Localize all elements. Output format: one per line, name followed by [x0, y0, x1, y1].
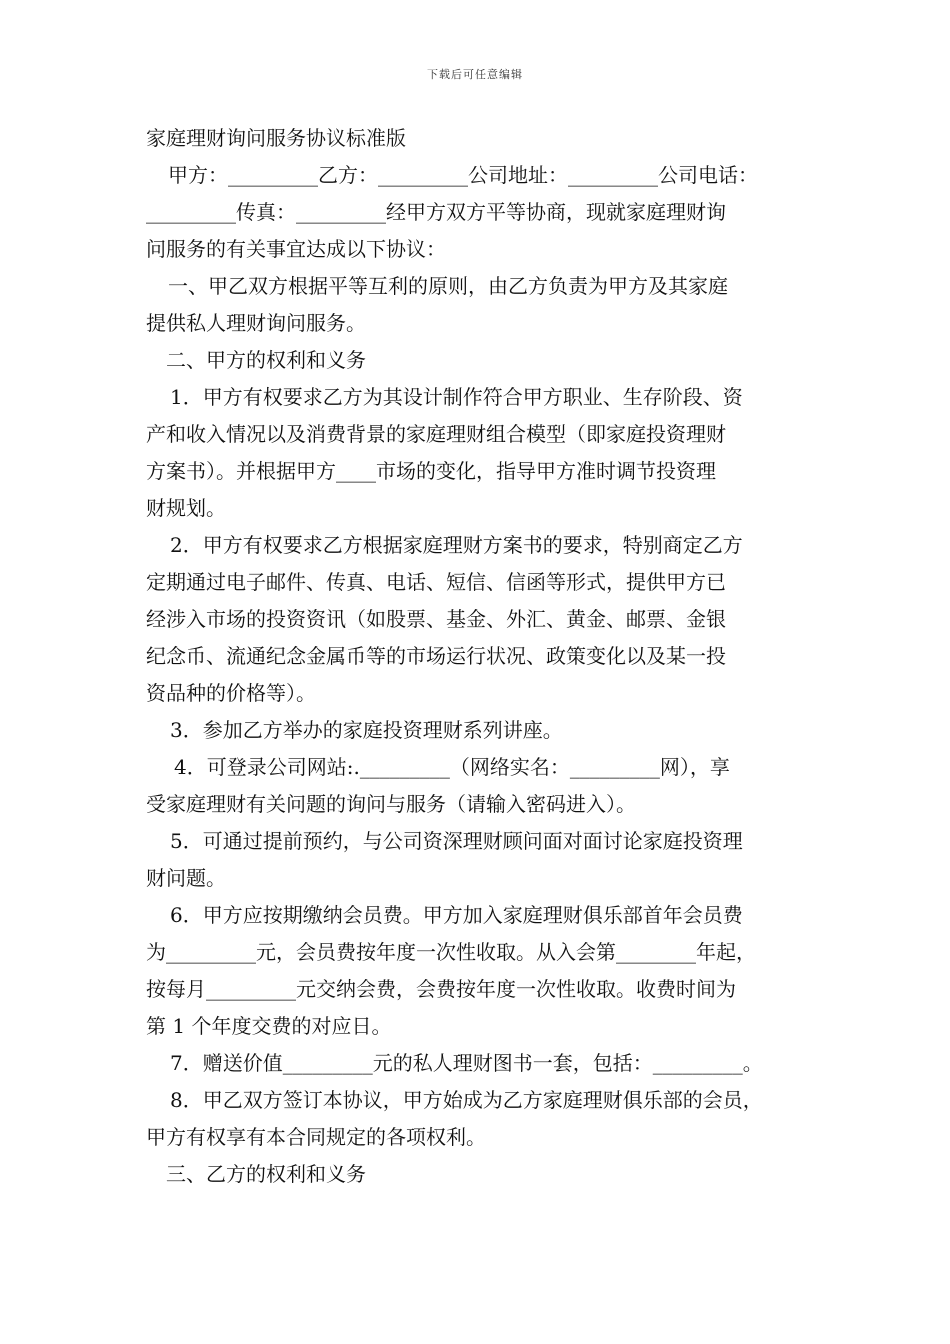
document-body [146, 120, 816, 1193]
page-header-note: 下载后可任意编辑 [427, 68, 523, 81]
item-1-line-cont: 财规划。 [146, 496, 226, 520]
section-3-heading: 三、乙方的权利和义务 [166, 1162, 366, 1186]
preamble-line: 问服务的有关事宜达成以下协议： [146, 237, 446, 261]
item-2-line-cont: 经涉入市场的投资资讯（如股票、基金、外汇、黄金、邮票、金银 [146, 607, 726, 631]
item-6-line-cont: 为_________元，会员费按年度一次性收取。从入会第________年起， [146, 940, 756, 964]
parties-line: 甲方：_________乙方：_________公司地址：_________公司电话： [168, 163, 758, 187]
clause-1-line-cont: 提供私人理财询问服务。 [146, 311, 366, 335]
item-2-line-cont: 定期通过电子邮件、传真、电话、短信、信函等形式，提供甲方已 [146, 570, 726, 594]
item-1-line: 1．甲方有权要求乙方为其设计制作符合甲方职业、生存阶段、资 [170, 385, 743, 409]
item-2-line: 2．甲方有权要求乙方根据家庭理财方案书的要求，特别商定乙方 [170, 533, 743, 557]
item-5-line: 5．可通过提前预约，与公司资深理财顾问面对面讨论家庭投资理 [170, 829, 743, 853]
item-8-line: 8．甲乙双方签订本协议，甲方始成为乙方家庭理财俱乐部的会员， [170, 1088, 763, 1112]
item-6-line: 6．甲方应按期缴纳会员费。甲方加入家庭理财俱乐部首年会员费 [170, 903, 743, 927]
item-8-line-cont: 甲方有权享有本合同规定的各项权利。 [146, 1125, 486, 1149]
item-5-line-cont: 财问题。 [146, 866, 226, 890]
clause-1-line: 一、甲乙双方根据平等互利的原则，由乙方负责为甲方及其家庭 [168, 274, 728, 298]
item-4-line-cont: 受家庭理财有关问题的询问与服务（请输入密码进入）。 [146, 792, 636, 816]
item-7-line: 7．赠送价值_________元的私人理财图书一套，包括：_________。 [170, 1051, 763, 1075]
item-6-line-cont: 第 1 个年度交费的对应日。 [146, 1014, 392, 1038]
item-1-line-cont: 方案书）。并根据甲方____市场的变化，指导甲方准时调节投资理 [146, 459, 716, 483]
item-4-line: 4．可登录公司网站:._________（网络实名：_________网），享 [174, 755, 730, 779]
item-1-line-cont: 产和收入情况以及消费背景的家庭理财组合模型（即家庭投资理财 [146, 422, 726, 446]
document-title: 家庭理财询问服务协议标准版 [146, 126, 406, 150]
parties-line-cont: _________传真：_________经甲方双方平等协商，现就家庭理财询 [146, 200, 726, 224]
item-3-line: 3．参加乙方举办的家庭投资理财系列讲座。 [170, 718, 563, 742]
item-6-line-cont: 按每月_________元交纳会费，会费按年度一次性收取。收费时间为 [146, 977, 736, 1001]
section-2-heading: 二、甲方的权利和义务 [166, 348, 366, 372]
item-2-line-cont: 纪念币、流通纪念金属币等的市场运行状况、政策变化以及某一投 [146, 644, 726, 668]
item-2-line-cont: 资品种的价格等）。 [146, 681, 316, 705]
